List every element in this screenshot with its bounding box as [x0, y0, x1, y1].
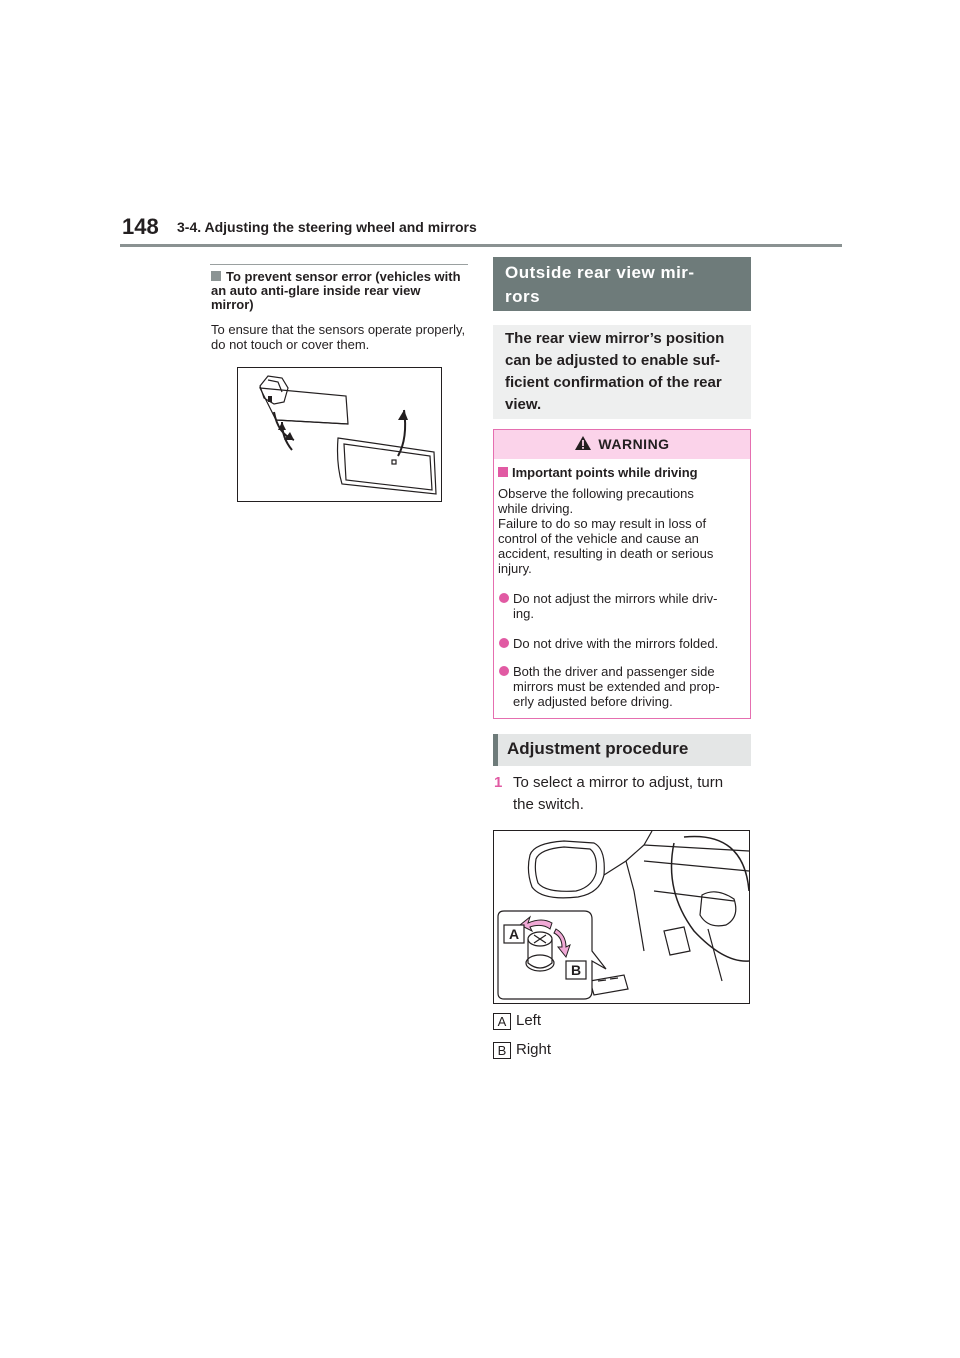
step-text-line: the switch. — [513, 796, 584, 813]
legend-key: A — [493, 1013, 511, 1030]
section-banner-line: rors — [505, 287, 541, 306]
warning-text-line: accident, resulting in death or serious — [498, 546, 714, 561]
round-bullet-icon — [499, 638, 509, 648]
mirror-switch-illustration — [493, 830, 750, 1004]
subsection-divider — [210, 264, 468, 265]
step-text-line: To select a mirror to adjust, turn — [513, 774, 724, 791]
warning-title: WARNING — [598, 436, 670, 452]
warning-box — [493, 429, 751, 719]
warning-text-line: injury. — [498, 561, 532, 576]
round-bullet-icon — [499, 593, 509, 603]
legend-label: Left — [516, 1012, 542, 1029]
figure-label-a: A — [508, 926, 520, 942]
inside-mirror-illustration — [237, 367, 442, 502]
warning-bullet-line: ing. — [513, 606, 534, 621]
page-number: 148 — [122, 214, 159, 239]
warning-bullet-line: mirrors must be extended and prop- — [513, 679, 720, 694]
warning-bullet-line: Do not drive with the mirrors folded. — [513, 636, 719, 651]
inside-mirror-drawing — [238, 368, 441, 501]
sensor-subheading — [211, 270, 461, 312]
section-banner-line: Outside rear view mir- — [505, 263, 695, 282]
warning-bullet-line: Do not adjust the mirrors while driv- — [513, 591, 718, 606]
warning-bullet-line: Both the driver and passenger side — [513, 664, 715, 679]
intro-line: The rear view mirror’s position — [505, 330, 725, 347]
warning-bullet — [498, 591, 744, 621]
square-bullet-icon — [211, 271, 221, 281]
warning-triangle-icon — [574, 435, 592, 451]
figure-label-b: B — [570, 962, 582, 978]
section-banner — [493, 257, 751, 311]
warning-text-line: Failure to do so may result in loss of — [498, 516, 707, 531]
intro-box — [493, 325, 751, 419]
warning-text — [498, 486, 744, 576]
mirror-switch-drawing — [494, 831, 749, 1003]
warning-subheading — [498, 465, 744, 480]
intro-line: view. — [505, 396, 542, 413]
warning-text-line: while driving. — [498, 501, 574, 516]
warning-bullet — [498, 636, 744, 651]
procedure-heading: Adjustment procedure — [493, 734, 751, 766]
header-divider — [120, 244, 842, 247]
intro-line: ficient confirmation of the rear — [505, 374, 722, 391]
square-bullet-icon — [498, 467, 508, 477]
warning-bullet-line: erly adjusted before driving. — [513, 694, 673, 709]
legend-label: Right — [516, 1041, 552, 1058]
step-1 — [493, 772, 751, 816]
round-bullet-icon — [499, 666, 509, 676]
section-title: 3-4. Adjusting the steering wheel and mirrors — [177, 219, 477, 235]
intro-line: can be adjusted to enable suf- — [505, 352, 721, 369]
legend-item-right — [493, 1041, 693, 1059]
warning-text-line: Observe the following precautions — [498, 486, 694, 501]
legend-key: B — [493, 1042, 511, 1059]
legend-item-left — [493, 1012, 693, 1030]
sensor-subheading-text: To prevent sensor error (vehicles with an auto anti-glare inside rear view mirror) — [211, 269, 461, 312]
warning-bullet — [498, 664, 744, 709]
step-number: 1 — [494, 774, 503, 791]
warning-subheading-text: Important points while driving — [512, 465, 698, 480]
warning-text-line: control of the vehicle and cause an — [498, 531, 699, 546]
sensor-body-text: To ensure that the sensors operate properly, do not touch or cover them. — [211, 322, 466, 352]
warning-header — [494, 430, 750, 459]
